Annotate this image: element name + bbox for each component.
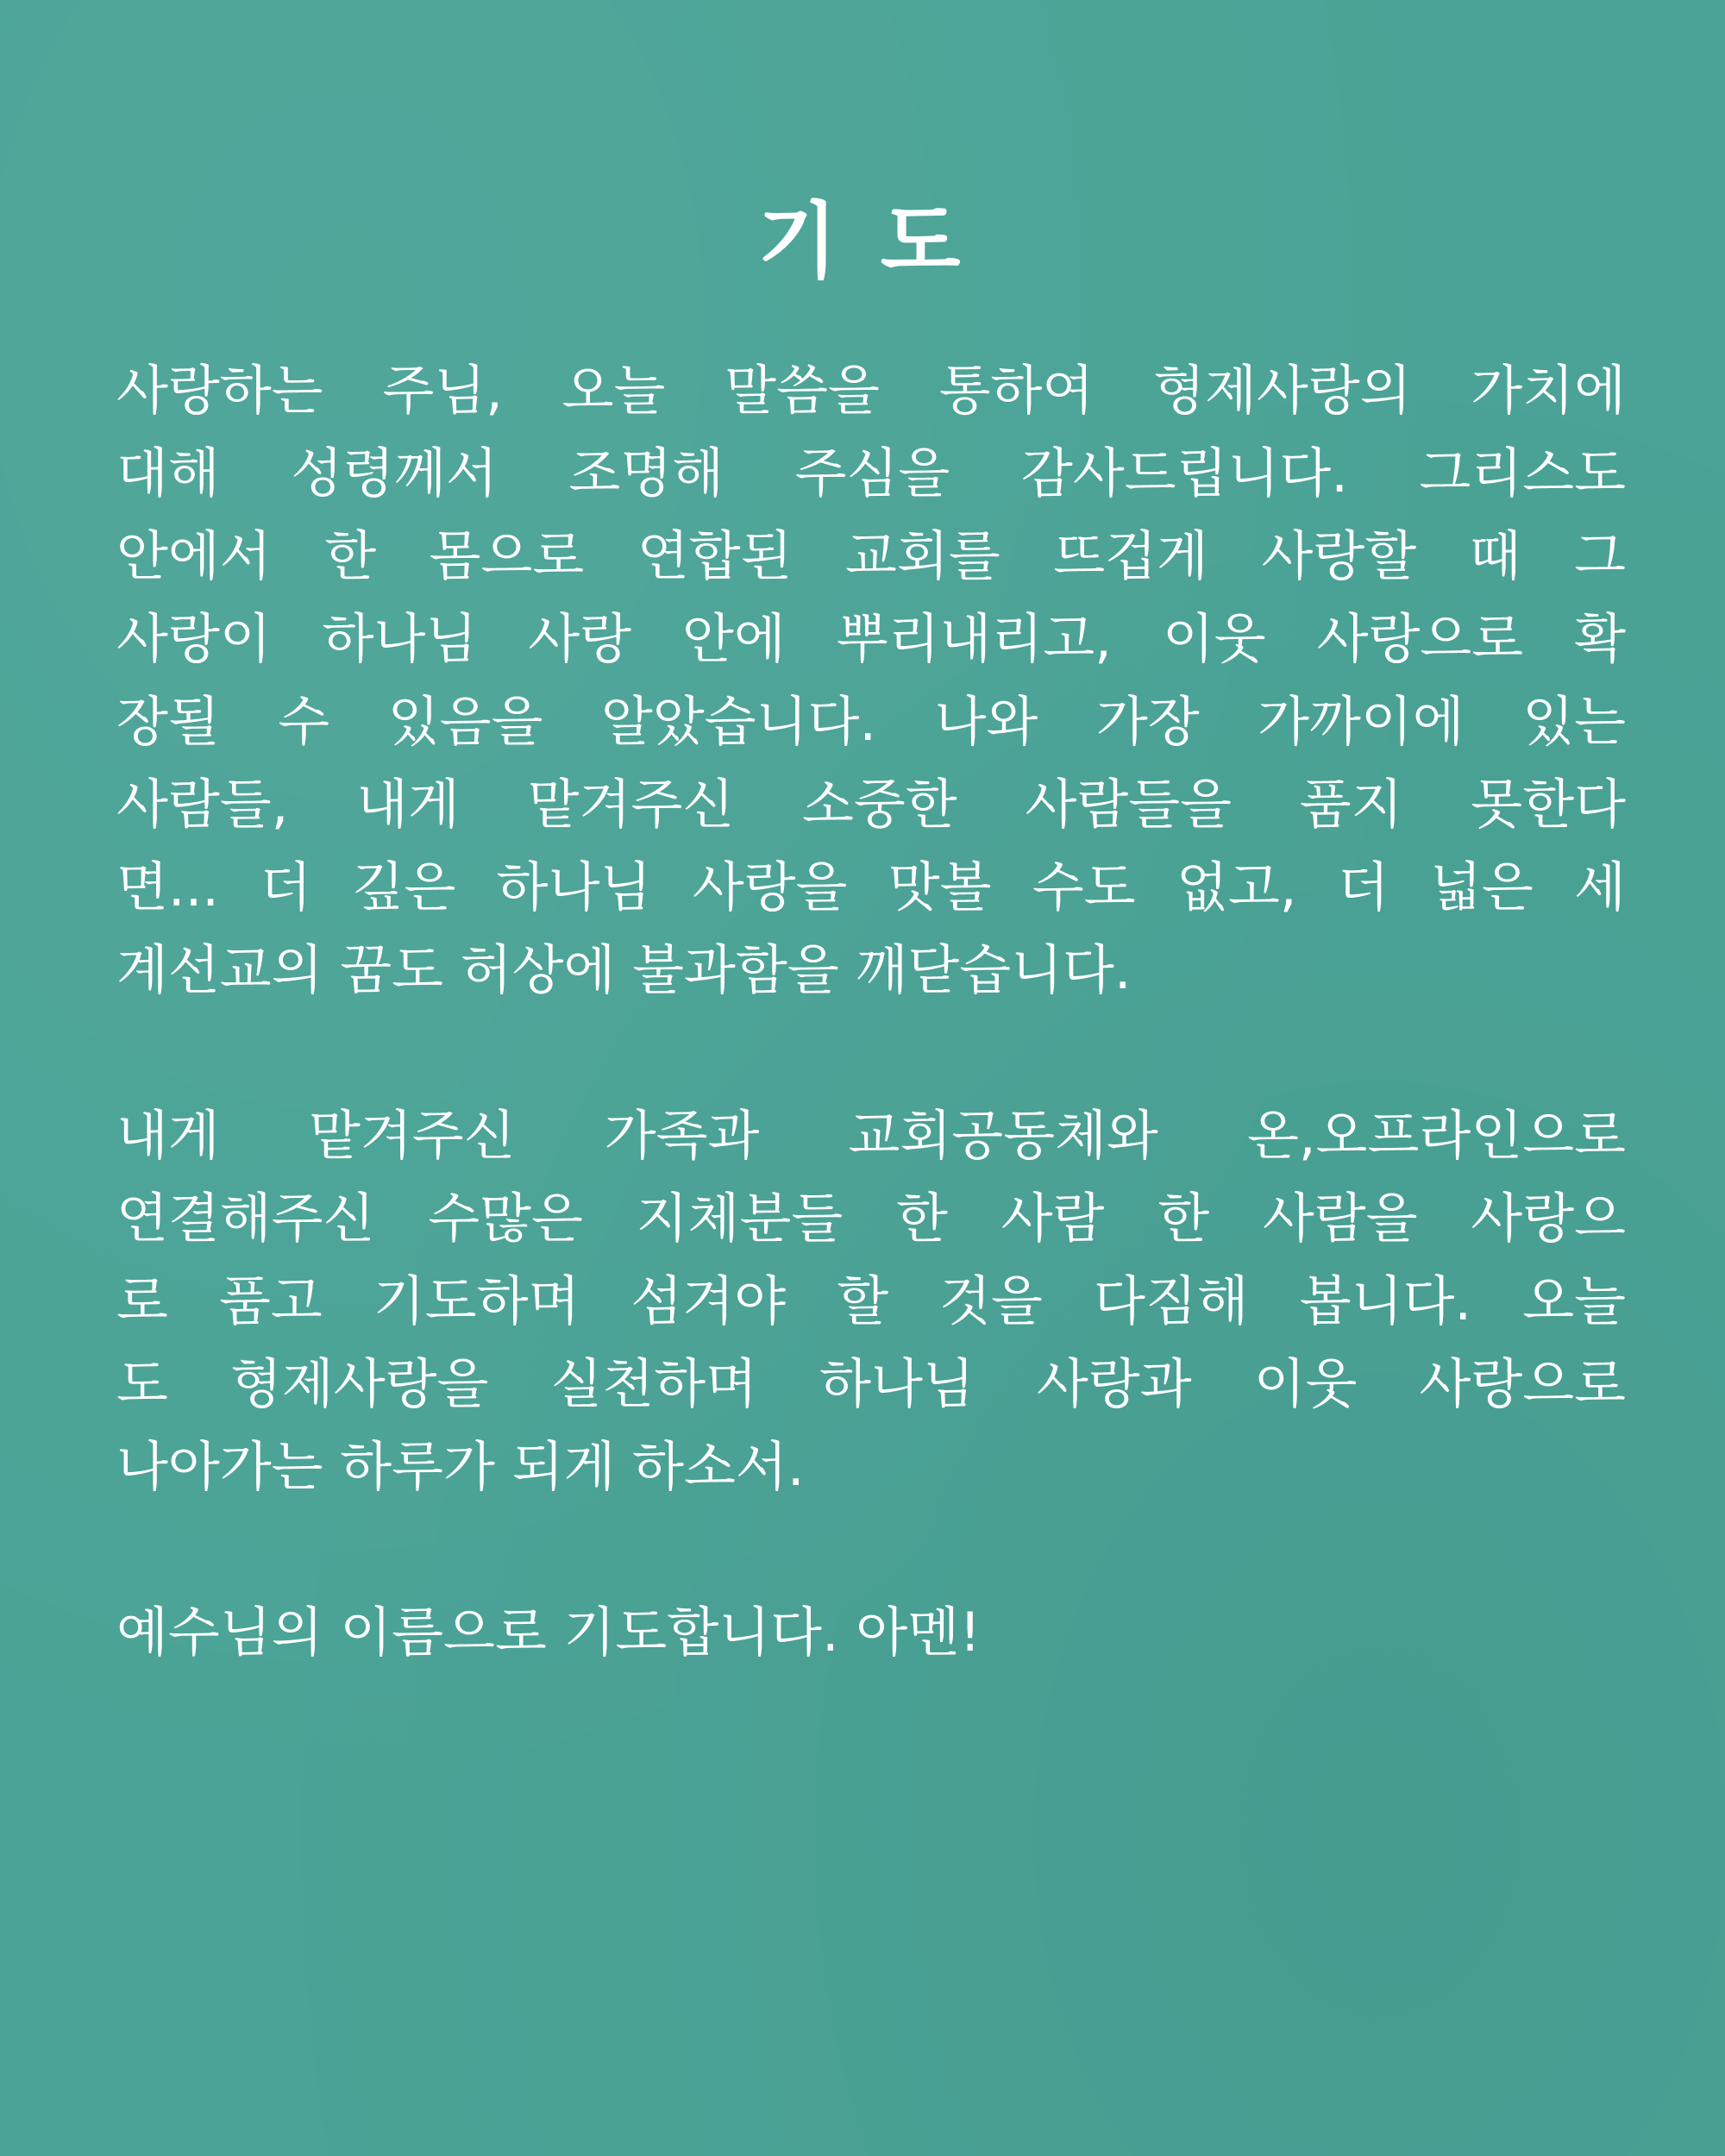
- paragraph-spacer: [116, 1508, 1626, 1591]
- text-line: 계선교의 꿈도 허상에 불과함을 깨닫습니다.: [116, 938, 1132, 1001]
- paragraph-3: [116, 1591, 1626, 1674]
- text-line: 안에서 한 몸으로 연합된 교회를 뜨겁게 사랑할 때 그: [116, 524, 1626, 587]
- text-line: 예수님의 이름으로 기도합니다. 아멘!: [116, 1601, 982, 1664]
- text-line: 대해 성령께서 조명해 주심을 감사드립니다. 그리스도: [116, 442, 1626, 505]
- text-line: 도 형제사랑을 실천하며 하나님 사랑과 이웃 사랑으로: [116, 1352, 1626, 1415]
- text-line: 사람들, 내게 맡겨주신 소중한 사람들을 품지 못한다: [116, 773, 1626, 836]
- text-line: 로 품고 기도하며 섬겨야 할 것을 다짐해 봅니다. 오늘: [116, 1269, 1626, 1332]
- text-line: 사랑하는 주님, 오늘 말씀을 통하여 형제사랑의 가치에: [116, 359, 1626, 422]
- text-line: 사랑이 하나님 사랑 안에 뿌리내리고, 이웃 사랑으로 확: [116, 607, 1626, 670]
- text-line: 장될 수 있음을 알았습니다. 나와 가장 가까이에 있는: [116, 690, 1626, 753]
- text-line: 면... 더 깊은 하나님 사랑을 맛볼 수도 없고, 더 넓은 세: [116, 856, 1626, 918]
- page-title: 기 도: [757, 193, 968, 290]
- text-line: 나아가는 하루가 되게 하소서.: [116, 1435, 805, 1498]
- text-line: 내게 맡겨주신 가족과 교회공동체와 온,오프라인으로: [116, 1104, 1626, 1167]
- text-line: 연결해주신 수많은 지체분들 한 사람 한 사람을 사랑으: [116, 1187, 1626, 1250]
- paragraph-spacer: [116, 1012, 1626, 1094]
- prayer-body: [116, 349, 1626, 1674]
- paragraph-1: [116, 349, 1626, 1012]
- paragraph-2: [116, 1094, 1626, 1508]
